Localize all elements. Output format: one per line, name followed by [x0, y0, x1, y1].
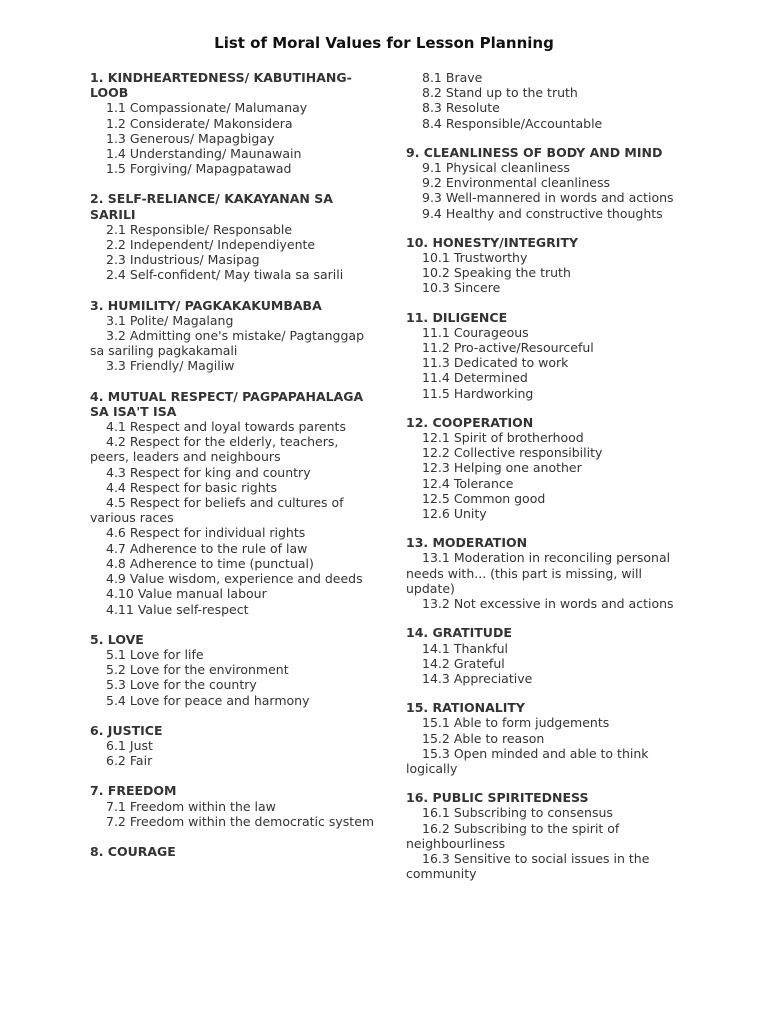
item-number: 1.1: [106, 100, 126, 116]
list-item: [406, 641, 688, 656]
item-text: Common good: [453, 490, 546, 506]
item-text: Spirit of brotherhood: [453, 430, 584, 446]
list-item: [406, 85, 688, 100]
list-item: [90, 814, 375, 829]
list-item: [90, 753, 375, 768]
section-heading: 3. HUMILITY/ PAGKAKAKUMBABA: [90, 297, 322, 313]
list-item: [406, 250, 688, 265]
item-number: 2.3: [106, 252, 126, 268]
list-item: [406, 355, 688, 370]
item-number: 7.1: [106, 798, 126, 814]
item-number: 4.11: [106, 601, 134, 617]
value-section: [406, 625, 688, 686]
list-item: [406, 280, 688, 295]
list-item: [90, 328, 375, 358]
section-heading: 15. RATIONALITY: [406, 700, 525, 716]
left-column: [90, 70, 375, 874]
item-text: Unity: [453, 506, 487, 522]
item-number: 7.2: [106, 813, 126, 829]
section-heading: 11. DILIGENCE: [406, 309, 508, 325]
item-number: 8.1: [422, 70, 442, 85]
list-item: [90, 358, 375, 373]
list-item: [90, 480, 375, 495]
section-heading: 7. FREEDOM: [90, 783, 177, 799]
section-heading: 6. JUSTICE: [90, 722, 163, 738]
section-heading: 9. CLEANLINESS OF BODY AND MIND: [406, 144, 663, 160]
item-text: Able to form judgements: [453, 715, 610, 731]
item-text: Compassionate/ Malumanay: [129, 100, 308, 116]
item-number: 13.1: [422, 550, 450, 566]
item-number: 10.1: [422, 250, 450, 266]
item-text: Friendly/ Magiliw: [129, 358, 235, 374]
list-item: [406, 671, 688, 686]
item-number: 1.3: [106, 130, 126, 146]
item-text: Industrious/ Masipag: [129, 252, 260, 268]
item-number: 2.4: [106, 267, 126, 283]
value-section: [90, 844, 375, 859]
list-item: [90, 662, 375, 677]
item-number: 4.9: [106, 571, 126, 587]
item-text: Love for the environment: [129, 662, 289, 678]
list-item: [406, 656, 688, 671]
item-number: 15.3: [422, 745, 450, 761]
item-text: Able to reason: [453, 730, 545, 746]
item-text: Respect for the elderly, teachers, peers, leaders and neighbours: [90, 434, 339, 465]
value-section: [406, 535, 688, 611]
list-item: [406, 116, 688, 131]
value-section: [90, 632, 375, 708]
item-text: Forgiving/ Mapagpatawad: [129, 161, 292, 177]
item-text: Generous/ Mapagbigay: [129, 130, 275, 146]
item-text: Respect for individual rights: [129, 525, 306, 541]
list-item: [406, 731, 688, 746]
list-item: [406, 325, 688, 340]
item-text: Physical cleanliness: [445, 160, 570, 176]
item-text: Pro-active/Resourceful: [453, 340, 594, 356]
item-number: 5.3: [106, 677, 126, 693]
value-section: [90, 783, 375, 829]
item-number: 8.4: [422, 115, 442, 131]
item-number: 5.4: [106, 692, 126, 708]
value-section: [406, 70, 688, 131]
item-text: Understanding/ Maunawain: [129, 146, 302, 162]
item-text: Considerate/ Makonsidera: [129, 115, 293, 131]
list-item: [90, 525, 375, 540]
list-item: [406, 175, 688, 190]
item-text: Adherence to time (punctual): [129, 555, 314, 571]
value-section: [406, 790, 688, 881]
value-section: [406, 310, 688, 401]
list-item: [90, 100, 375, 115]
list-item: [406, 100, 688, 115]
item-number: 11.5: [422, 385, 450, 401]
list-item: [90, 237, 375, 252]
item-text: Value self-respect: [137, 601, 249, 617]
item-text: Just: [129, 737, 153, 753]
item-text: Independent/ Independiyente: [129, 237, 316, 253]
list-item: [406, 265, 688, 280]
list-item: [90, 602, 375, 617]
item-number: 9.2: [422, 175, 442, 191]
list-item: [90, 116, 375, 131]
item-number: 4.3: [106, 464, 126, 480]
item-text: Healthy and constructive thoughts: [445, 205, 663, 221]
item-text: Self-confident/ May tiwala sa sarili: [129, 267, 344, 283]
item-number: 10.3: [422, 280, 450, 296]
item-number: 4.6: [106, 525, 126, 541]
section-heading: 2. SELF-RELIANCE/ KAKAYANAN SA SARILI: [90, 191, 333, 222]
item-number: 6.2: [106, 753, 126, 769]
item-number: 14.2: [422, 655, 450, 671]
item-number: 4.5: [106, 495, 126, 511]
section-heading: 12. COOPERATION: [406, 414, 534, 430]
item-number: 3.1: [106, 312, 126, 328]
item-text: Responsible/Accountable: [445, 115, 603, 131]
item-number: 10.2: [422, 265, 450, 281]
list-item: [90, 541, 375, 556]
item-text: Love for peace and harmony: [129, 692, 310, 708]
section-heading: 10. HONESTY/INTEGRITY: [406, 234, 579, 250]
item-text: Appreciative: [453, 670, 533, 686]
list-item: [90, 586, 375, 601]
item-text: Open minded and able to think logically: [406, 745, 649, 776]
item-text: Well-mannered in words and actions: [445, 190, 674, 206]
value-section: [406, 145, 688, 221]
item-text: Respect for king and country: [129, 464, 311, 480]
item-text: Polite/ Magalang: [129, 312, 234, 328]
list-item: [90, 571, 375, 586]
item-text: Speaking the truth: [453, 265, 571, 281]
item-text: Grateful: [453, 655, 505, 671]
item-text: Responsible/ Responsable: [129, 221, 293, 237]
item-text: Helping one another: [453, 460, 582, 476]
section-heading: 16. PUBLIC SPIRITEDNESS: [406, 790, 589, 806]
item-number: 15.2: [422, 730, 450, 746]
list-item: [406, 340, 688, 355]
item-text: Adherence to the rule of law: [129, 540, 308, 556]
list-item: [406, 430, 688, 445]
item-text: Environmental cleanliness: [445, 175, 611, 191]
item-number: 4.4: [106, 479, 126, 495]
list-item: [406, 190, 688, 205]
item-text: Tolerance: [453, 475, 514, 491]
item-number: 15.1: [422, 715, 450, 731]
item-text: Resolute: [445, 100, 500, 116]
item-number: 12.4: [422, 475, 450, 491]
list-item: [90, 647, 375, 662]
value-section: [90, 298, 375, 374]
section-heading: 14. GRATITUDE: [406, 625, 512, 641]
list-item: [406, 506, 688, 521]
item-number: 1.4: [106, 146, 126, 162]
list-item: [90, 419, 375, 434]
item-text: Dedicated to work: [453, 355, 569, 371]
list-item: [406, 821, 688, 851]
item-text: Respect and loyal towards parents: [129, 419, 346, 435]
list-item: [406, 805, 688, 820]
item-number: 12.3: [422, 460, 450, 476]
item-number: 13.2: [422, 596, 450, 612]
list-item: [406, 596, 688, 611]
item-number: 16.1: [422, 805, 450, 821]
item-text: Subscribing to the spirit of neighbourliness: [406, 820, 620, 851]
value-section: [406, 415, 688, 521]
item-text: Collective responsibility: [453, 445, 603, 461]
section-heading: 1. KINDHEARTEDNESS/ KABUTIHANG-LOOB: [90, 70, 352, 101]
section-heading: 13. MODERATION: [406, 535, 528, 551]
item-number: 6.1: [106, 737, 126, 753]
list-item: [90, 267, 375, 282]
list-item: [406, 460, 688, 475]
item-text: Moderation in reconciling personal needs with... (this part is missing, will update): [406, 550, 671, 596]
list-item: [90, 495, 375, 525]
item-number: 14.3: [422, 670, 450, 686]
item-number: 4.10: [106, 586, 134, 602]
list-item: [90, 799, 375, 814]
item-number: 4.2: [106, 434, 126, 450]
list-item: [90, 434, 375, 464]
list-item: [406, 550, 688, 596]
value-section: [90, 191, 375, 282]
list-item: [90, 252, 375, 267]
item-number: 5.1: [106, 646, 126, 662]
list-item: [406, 386, 688, 401]
item-text: Value manual labour: [137, 586, 267, 602]
item-number: 11.4: [422, 370, 450, 386]
item-number: 9.1: [422, 160, 442, 176]
item-text: Love for the country: [129, 677, 257, 693]
list-item: [90, 131, 375, 146]
item-number: 1.5: [106, 161, 126, 177]
item-text: Stand up to the truth: [445, 85, 578, 101]
item-number: 9.3: [422, 190, 442, 206]
item-number: 12.1: [422, 430, 450, 446]
item-text: Not excessive in words and actions: [453, 596, 674, 612]
list-item: [90, 146, 375, 161]
item-number: 12.6: [422, 506, 450, 522]
item-number: 12.5: [422, 490, 450, 506]
list-item: [90, 693, 375, 708]
item-text: Value wisdom, experience and deeds: [129, 571, 363, 587]
section-heading: 8. COURAGE: [90, 843, 176, 859]
item-number: 1.2: [106, 115, 126, 131]
item-number: 2.1: [106, 221, 126, 237]
item-text: Trustworthy: [453, 250, 528, 266]
item-number: 16.3: [422, 850, 450, 866]
value-section: [406, 235, 688, 296]
item-number: 2.2: [106, 237, 126, 253]
list-item: [90, 677, 375, 692]
item-number: 4.8: [106, 555, 126, 571]
value-section: [90, 70, 375, 176]
value-section: [90, 389, 375, 617]
item-text: Thankful: [453, 640, 509, 656]
list-item: [90, 465, 375, 480]
right-column: [406, 70, 688, 895]
item-text: Sensitive to social issues in the community: [406, 850, 650, 882]
value-section: [406, 700, 688, 776]
item-number: 3.3: [106, 358, 126, 374]
list-item: [406, 476, 688, 491]
section-heading: 5. LOVE: [90, 631, 144, 647]
value-section: [90, 723, 375, 769]
list-item: [90, 556, 375, 571]
item-number: 4.7: [106, 540, 126, 556]
item-text: Courageous: [453, 324, 529, 340]
list-item: [90, 313, 375, 328]
list-item: [406, 491, 688, 506]
item-text: Respect for basic rights: [129, 479, 278, 495]
list-item: [90, 738, 375, 753]
item-number: 11.3: [422, 355, 450, 371]
list-item: [406, 206, 688, 221]
list-item: [90, 222, 375, 237]
page-title: List of Moral Values for Lesson Planning: [214, 34, 554, 52]
item-number: 9.4: [422, 205, 442, 221]
list-item: [406, 715, 688, 730]
section-heading: 4. MUTUAL RESPECT/ PAGPAPAHALAGA SA ISA'T ISA: [90, 388, 364, 419]
list-item: [406, 851, 688, 881]
item-text: Fair: [129, 753, 153, 769]
item-text: Respect for beliefs and cultures of various races: [90, 495, 344, 526]
item-text: Brave: [445, 70, 483, 85]
item-number: 11.2: [422, 340, 450, 356]
item-text: Freedom within the law: [129, 798, 276, 814]
list-item: [90, 161, 375, 176]
list-item: [406, 70, 688, 85]
item-text: Sincere: [453, 280, 501, 296]
item-number: 8.2: [422, 85, 442, 101]
item-text: Admitting one's mistake/ Pagtanggap sa sariling pagkakamali: [90, 328, 365, 359]
item-number: 4.1: [106, 419, 126, 435]
item-text: Hardworking: [453, 385, 534, 401]
item-number: 12.2: [422, 445, 450, 461]
item-text: Love for life: [129, 646, 204, 662]
list-item: [406, 160, 688, 175]
item-number: 11.1: [422, 324, 450, 340]
item-text: Subscribing to consensus: [453, 805, 613, 821]
list-item: [406, 445, 688, 460]
item-number: 14.1: [422, 640, 450, 656]
item-number: 5.2: [106, 662, 126, 678]
item-number: 16.2: [422, 820, 450, 836]
item-number: 3.2: [106, 328, 126, 344]
item-text: Determined: [453, 370, 528, 386]
item-number: 8.3: [422, 100, 442, 116]
list-item: [406, 370, 688, 385]
item-text: Freedom within the democratic system: [129, 813, 375, 829]
list-item: [406, 746, 688, 776]
